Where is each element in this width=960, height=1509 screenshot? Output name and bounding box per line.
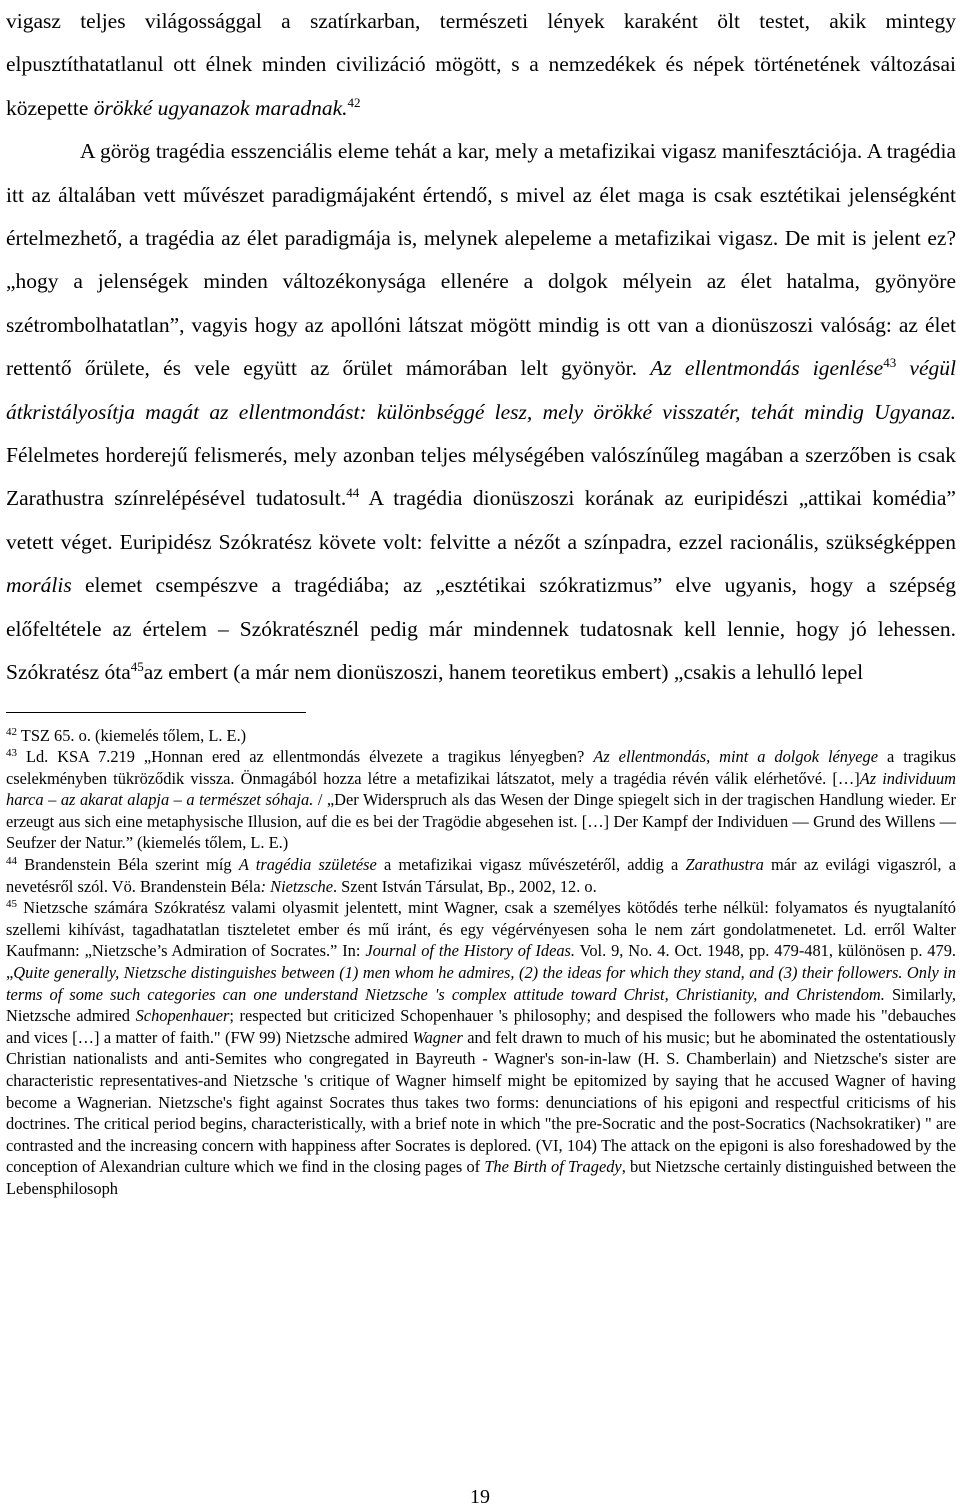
footnote-44: $^{44}$ Brandenstein Béla szerint míg A tragédia születése a metafizikai vigasz művészetéről, addig a Zarathustra már az evilági vigaszról, a nevetésről szól. Vö. Brandenstein Béla: Nietzsche. Szent István Társulat, Bp., 2002, 12. o. [6,855,957,896]
footnote-42: $^{42}$ TSZ 65. o. (kiemelés tőlem, L. E.) [6,725,247,745]
footnote-separator [6,712,306,713]
quote: „hogy a jelenségek minden változékonysága ellenére a dolgok mélyein az élet hatalma, gyönyöre szétrombolhatatlan”, vagyis hogy az apollóni látszat mögött mindig is ott van a dionüszoszi valóság: az élet rettentő őrülete, és vele együtt az őrület mámorában lelt gyönyör. [6,269,956,381]
document-page [6,0,956,1200]
paragraph-2: A görög tragédia esszenciális eleme tehát a kar, mely a metafizikai vigasz manifesztációja. A tragédia itt az általában vett művészet paradigmájaként értendő, s mivel az élet maga is csak esztétikai jelenségként értelmezhető, a tragédia az élet paradigmája is, melynek alepeleme a metafizikai vigasz. De mit is jelent ez? „hogy a jelenségek minden változékonysága ellenére a dolgok mélyein az élet hatalma, gyönyöre szétrombolhatatlan”, vagyis hogy az apollóni látszat mögött mindig is ott van a dionüszoszi valóság: az élet rettentő őrülete, és vele együtt az őrület mámorában lelt gyönyör. Az ellentmondás igenlése$^{43}$ végül átkristályosítja magát az ellentmondást: különbséggé lesz, mely örökké visszatér, tehát mindig Ugyanaz. Félelmetes horderejű felismerés, mely azonban teljes mélységében valószínűleg magában a szerzőben is csak Zarathustra színrelépésével tudatosult.$^{44}$ A tragédia dionüszoszi korának az euripidészi „attikai komédia” vetett véget. Euripidész Szókratész követe volt: felvitte a nézőt a színpadra, ezzel racionális, szükségképpen morális elemet csempészve a tragédiába; az „esztétikai szókratizmus” elve ugyanis, hogy a szépség előfeltétele az értelem – Szókratésznél pedig már mindennek tudatosnak kell lennie, hogy jó lehessen. Szókratész óta$^{45}$az embert (a már nem dionüszoszi, hanem teoretikus embert) „csakis a lehulló lepel [6,139,956,685]
body-text [6,0,956,695]
footnote-45: $^{45}$ Nietzsche számára Szókratész valami olyasmit jelentett, mint Wagner, csak a személyes kötődés terhe nélkül: folyamatos és nyugtalanító szellemi kihívást, tagadhatatlan tiszteletet ember és mű iránt, és egy végérvényesen soha le nem zárt gondolatmenetet. Ld. erről Walter Kaufmann: „Nietzsche’s Admiration of Socrates.” In: Journal of the History of Ideas. Vol. 9, No. 4. Oct. 1948, pp. 479-481, különösen p. 479. „Quite generally, Nietzsche distinguishes between (1) men whom he admires, (2) the ideas for which they stand, and (3) their followers. Only in terms of some such categories can one understand Nietzsche 's complex attitude toward Christ, Christianity, and Christendom. Similarly, Nietzsche admired Schopenhauer; respected but criticized Schopenhauer 's philosophy; and despised the followers who made his "debauches and vices […] a matter of faith." (FW 99) Nietzsche admired Wagner and felt drawn to much of his music; but he abominated the ostentatiously Christian nationalists and anti-Semites who congregated in Bayreuth - Wagner's son-in-law (H. S. Chamberlain) and Nietzsche's sister are characteristic representatives-and Nietzsche 's critique of Wagner himself might be epitomized by saying that he accused Wagner of having become a Wagnerian. Nietzsche's fight against Socrates thus takes two forms: denunciations of his epigoni and respectful criticisms of his doctrines. The critical period begins, characteristically, with a brief note in which "the pre-Socratic and the post-Socratics (Nachsokratiker) " are contrasted and the increasing concern with happiness after Socrates is deplored. (VI, 104) The attack on the epigoni is also foreshadowed by the conception of Alexandrian culture which we find in the closing pages of The Birth of Tragedy, but Nietzsche certainly distinguished between the Lebensphilosoph [6,898,956,1198]
footnote-ref-42[interactable]: 42 [347,94,361,110]
footnote-43: $^{43}$ Ld. KSA 7.219 „Honnan ered az ellentmondás élvezete a tragikus lényegben? Az ellentmondás, mint a dolgok lényege a tragikus cselekményben tükröződik vissza. Önmagából hozza létre a metafizikai látszatot, mely a tragédia révén válik elérhetővé. […]Az individuum harca – az akarat alapja – a természet sóhaja. / „Der Widerspruch als das Wesen der Dinge spiegelt sich in der tragischen Handlung wieder. Er erzeugt aus sich eine metaphysische Illusion, auf die es bei der Tragödie abgesehen ist. […] Der Kampf der Individuen ― Grund des Willens ― Seufzer der Natur.” (kiemelés tőlem, L. E.) [6,747,957,853]
footnote-ref-45[interactable]: 45 [130,659,144,675]
footnote-ref-43[interactable]: 43 [883,355,897,371]
footnote-ref-44[interactable]: 44 [346,485,360,501]
paragraph-1: vigasz teljes világossággal a szatírkarban, természeti lények karaként ölt testet, akik mintegy elpusztíthatatlanul ott élnek minden civilizáció mögött, s a nemzedékek és népek történetének változásai közepette örökké ugyanazok maradnak.$^{42}$ [6,9,956,120]
page-number: 19 [470,1486,490,1508]
footnotes [6,725,956,1200]
